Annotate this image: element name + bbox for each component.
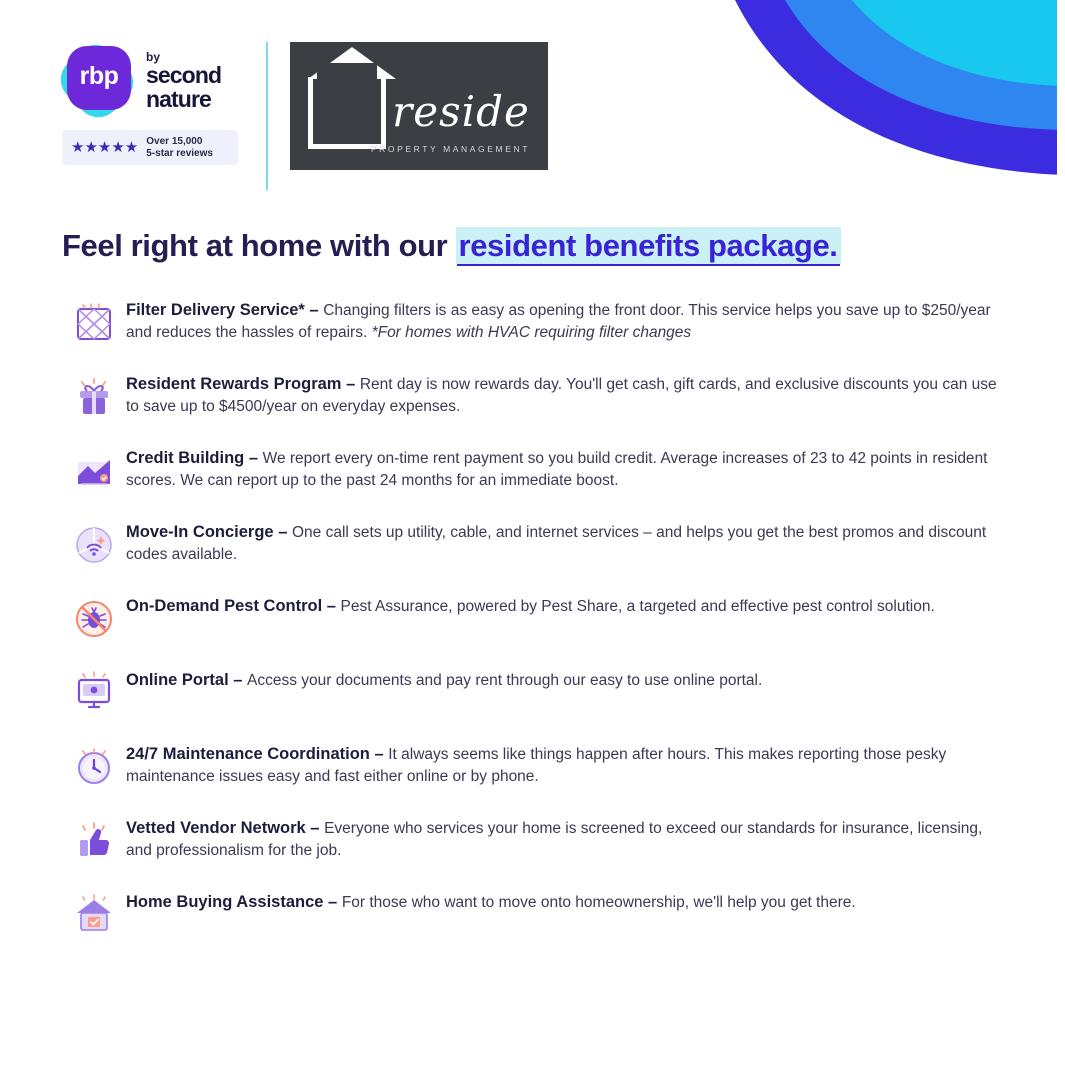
reviews-badge [62, 130, 238, 165]
partner-logo-name: reside [392, 87, 530, 136]
home-check-icon [71, 892, 117, 938]
benefit-body: Access your documents and pay rent through our easy to use online portal. [247, 672, 763, 689]
credit-chart-icon [71, 448, 117, 494]
benefit-title: Credit Building [126, 449, 245, 467]
benefit-title: Resident Rewards Program [126, 375, 342, 393]
page-title-lead: Feel right at home with our [62, 228, 456, 263]
list-item [62, 446, 997, 494]
reviews-label: 5-star reviews [146, 147, 213, 159]
list-item [62, 816, 997, 864]
list-item [62, 742, 997, 790]
reviews-count: Over 15,000 [146, 136, 203, 147]
page-title [62, 228, 841, 264]
list-item [62, 520, 997, 568]
benefit-title: Home Buying Assistance [126, 893, 324, 911]
benefit-title: On-Demand Pest Control [126, 597, 323, 615]
benefit-dash: – [341, 375, 360, 393]
header [62, 42, 548, 190]
clock-icon [71, 744, 117, 790]
partner-logo [290, 42, 548, 170]
rbp-logo-icon [62, 42, 136, 120]
benefit-body: Rent day is now rewards day. You'll get cash, gift cards, and exclusive discounts you can use to save up to $4500/year on everyday expenses. [126, 376, 997, 415]
benefit-dash: – [305, 819, 325, 837]
benefit-title: 24/7 Maintenance Coordination [126, 745, 370, 763]
list-item [62, 668, 997, 716]
benefit-title: Move-In Concierge [126, 523, 274, 541]
benefit-body: Pest Assurance, powered by Pest Share, a targeted and effective pest control solution. [340, 598, 935, 615]
wifi-concierge-icon [71, 522, 117, 568]
benefit-body: We report every on-time rent payment so you build credit. Average increases of 23 to 42 points in resident scores. We can report up to the past 24 months for an immediate boost. [126, 450, 988, 489]
second-nature-name: second nature [146, 62, 222, 112]
benefit-dash: – [323, 893, 342, 911]
rbp-logo-text: rbp [79, 61, 119, 90]
list-item [62, 594, 997, 642]
benefit-dash: – [244, 449, 263, 467]
star-rating-icon: ★★★★★ [71, 139, 139, 156]
list-item [62, 890, 997, 938]
page-right-edge [1057, 0, 1065, 1080]
benefit-note: *For homes with HVAC requiring filter changes [371, 323, 692, 341]
benefit-title: Online Portal [126, 671, 229, 689]
benefit-dash: – [273, 523, 292, 541]
benefit-body: Everyone who services your home is screened to exceed our standards for insurance, licensing, and professionalism for the job. [126, 820, 983, 859]
header-divider [266, 42, 268, 190]
benefit-title: Filter Delivery Service* [126, 301, 305, 319]
monitor-icon [71, 670, 117, 716]
benefit-dash: – [369, 745, 389, 763]
filter-icon [71, 300, 117, 346]
gift-icon [71, 374, 117, 420]
house-icon [308, 77, 386, 149]
page-title-highlight: resident benefits package. [456, 227, 841, 264]
benefit-body: For those who want to move onto homeownership, we'll help you get there. [341, 894, 856, 911]
benefit-dash: – [228, 671, 248, 689]
thumbs-up-icon [71, 818, 117, 864]
pest-control-icon [71, 596, 117, 642]
benefit-title: Vetted Vendor Network [126, 819, 306, 837]
benefit-body: One call sets up utility, cable, and internet services – and helps you get the best promos and discount codes available. [126, 524, 987, 563]
benefit-dash: – [304, 301, 324, 319]
benefit-dash: – [322, 597, 341, 615]
second-nature-by-label: by [146, 49, 161, 64]
benefits-list [62, 298, 997, 964]
list-item [62, 298, 997, 346]
partner-logo-tagline: PROPERTY MANAGEMENT [370, 144, 530, 154]
benefit-body: It always seems like things happen after hours. This makes reporting those pesky maintenance issues easy and fast either online or by phone. [126, 746, 947, 785]
rbp-brand-block [62, 42, 242, 165]
list-item [62, 372, 997, 420]
benefit-body: Changing filters is as easy as opening the front door. This service helps you save up to $250/year and reduces the hassles of repairs. [126, 302, 991, 341]
